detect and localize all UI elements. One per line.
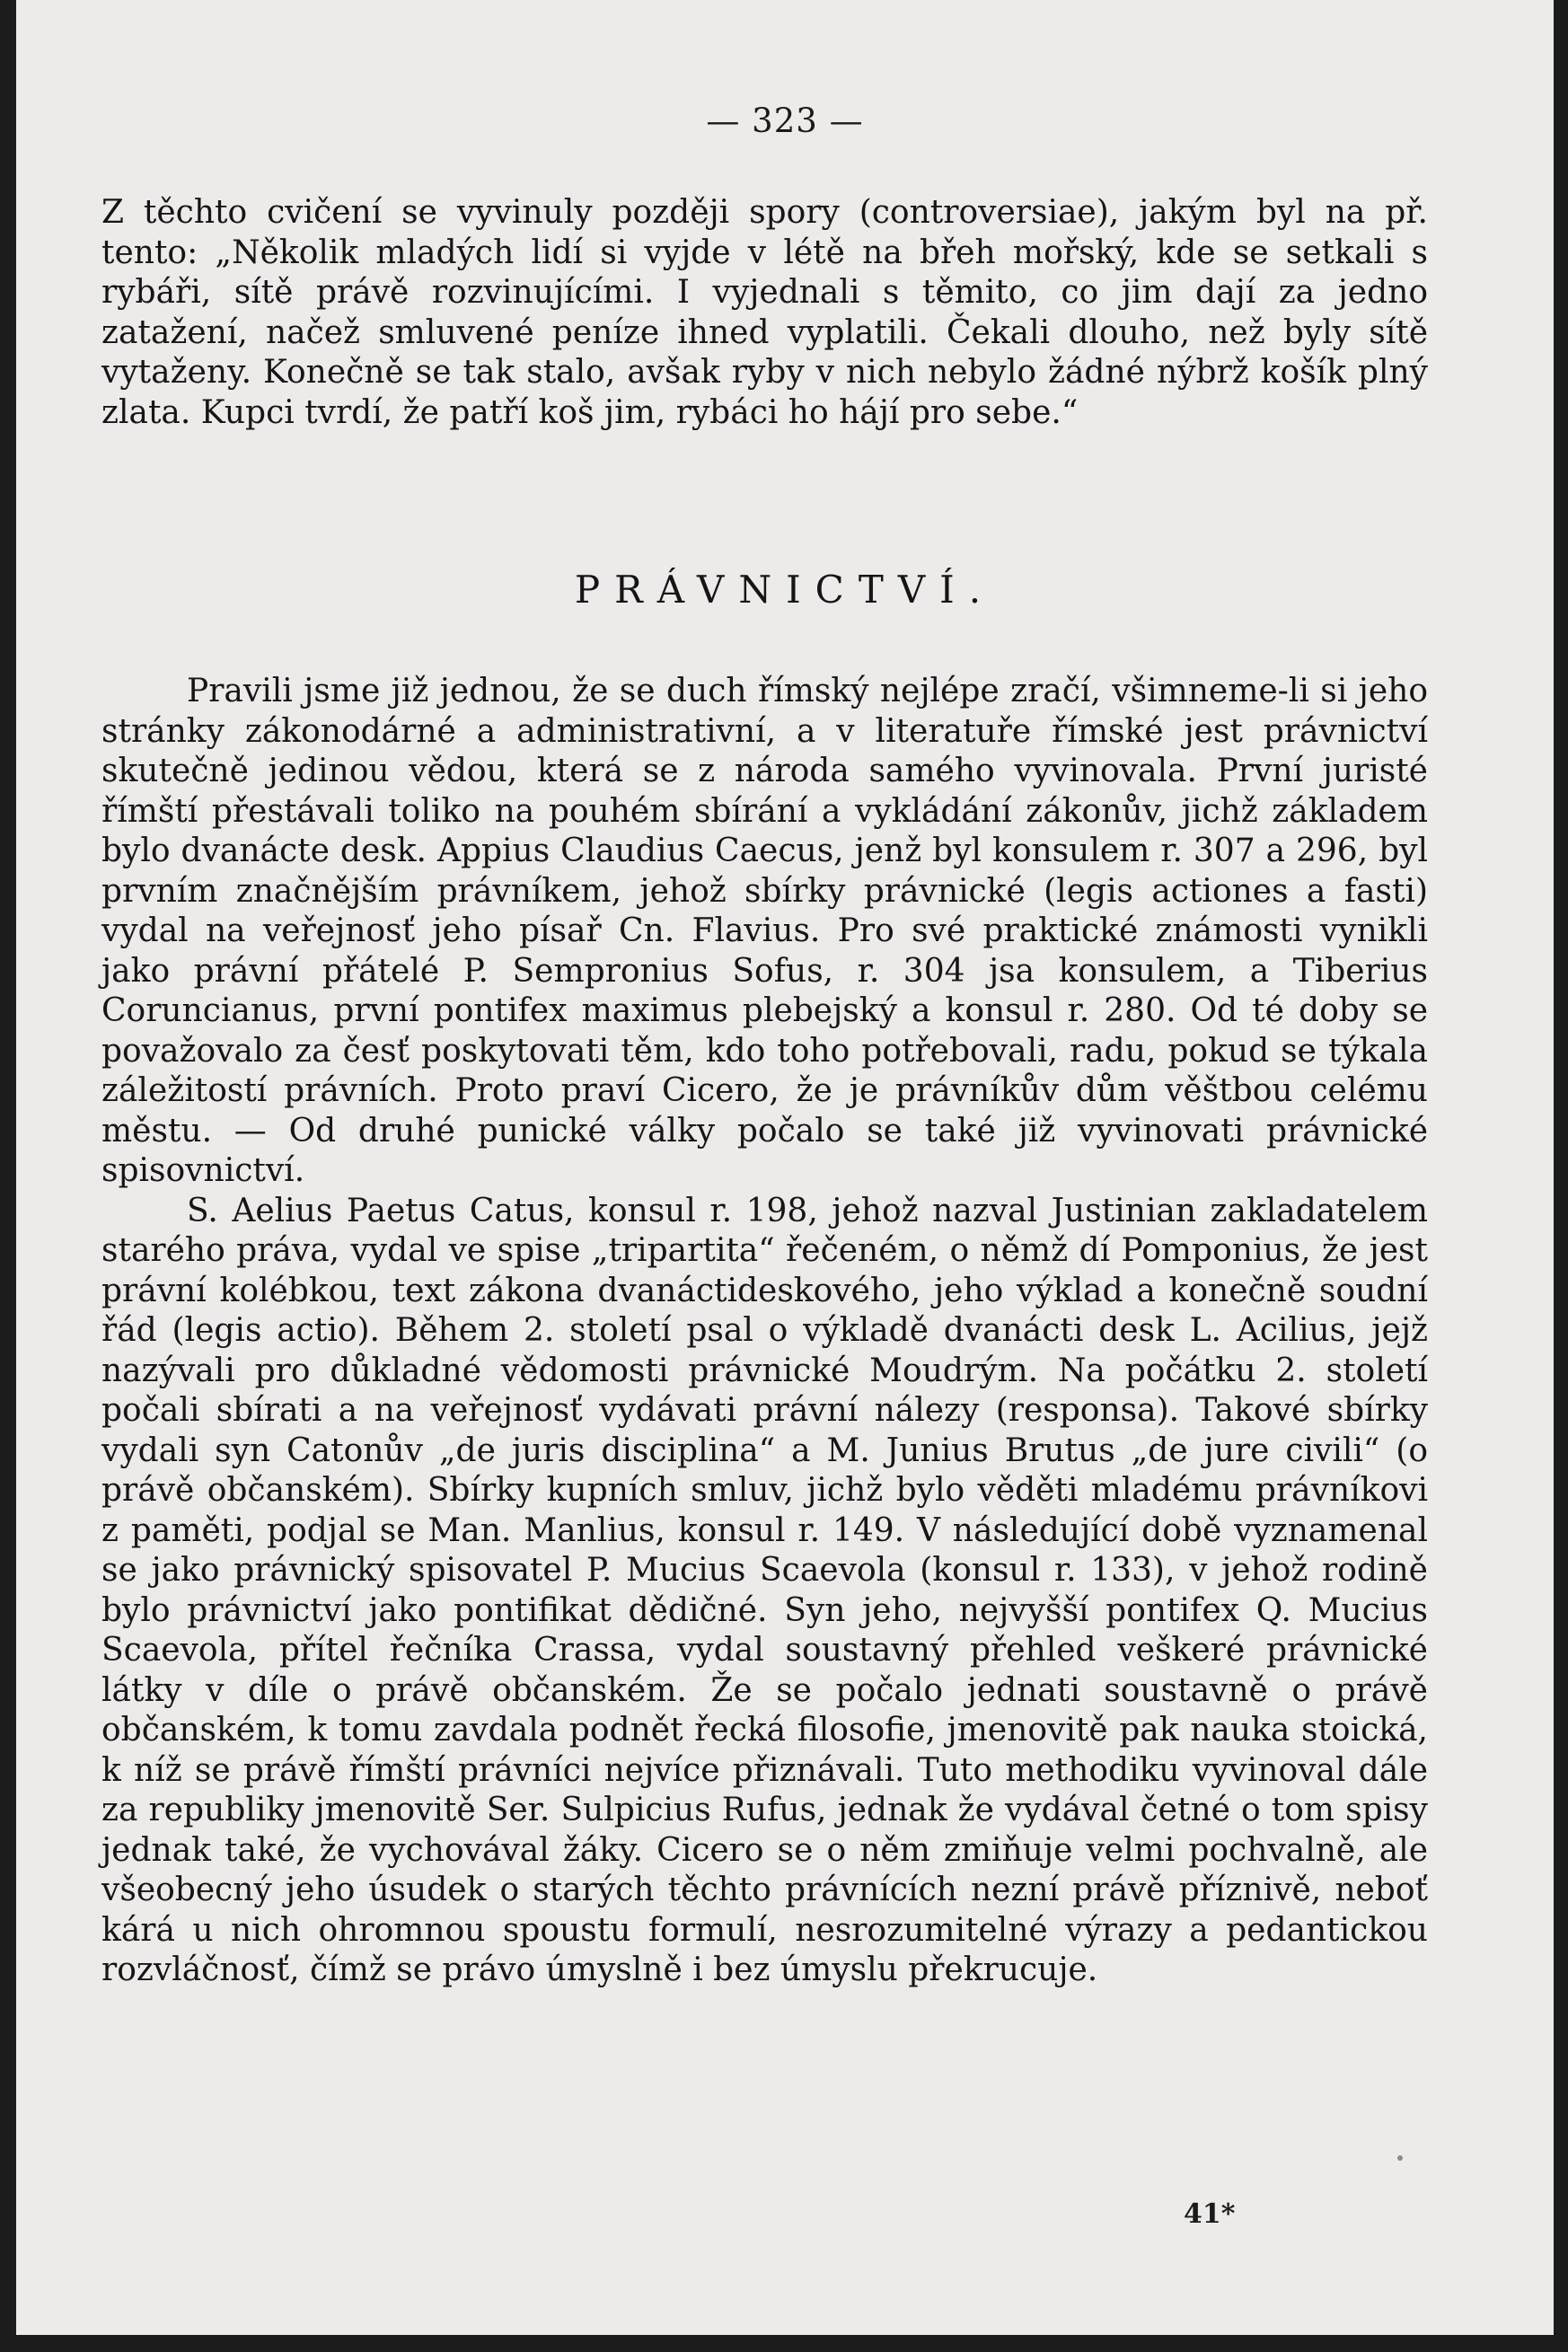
- intro-paragraph: Z těchto cvičení se vyvinuly později spory (controversiae), jakým byl na př. tento: „Několik mladých lidí si vyjde v létě na břeh mořský, kde se setkali s rybáři, sítě právě rozvinujícími. I vyjednali s těmito, co jim dají za jedno zatažení, načež smluvené peníze ihned vyplatili. Čekali dlouho, než byly sítě vytaženy. Konečně se tak stalo, avšak ryby v nich nebylo žádné nýbrž košík plný zlata. Kupci tvrdí, že patří koš jim, rybáci ho hájí pro sebe.“: [101, 194, 1428, 431]
- section-heading: PRÁVNICTVÍ.: [574, 568, 996, 612]
- signature-mark: 41*: [1184, 2198, 1236, 2230]
- print-speck: [1397, 2155, 1403, 2161]
- intro-text-block: [101, 193, 1428, 433]
- book-page: [16, 0, 1554, 2335]
- paragraph: Pravili jsme již jednou, že se duch římský nejlépe zračí, všimneme-li si jeho stránky zákonodárné a administrativní, a v literatuře římské jest právnictví skutečně jedinou vědou, která se z národa samého vyvinovala. První juristé římští přestávali toliko na pouhém sbírání a vykládání zákonův, jichž základem bylo dvanácte desk. Appius Claudius Caecus, jenž byl konsulem r. 307 a 296, byl prvním značnějším právníkem, jehož sbírky právnické (legis actiones a fasti) vydal na veřejnosť jeho písař Cn. Flavius. Pro své praktické známosti vynikli jako právní přátelé P. Sempronius Sofus, r. 304 jsa konsulem, a Tiberius Coruncianus, první pontifex maximus plebejský a konsul r. 280. Od té doby se považovalo za česť poskytovati těm, kdo toho potřebovali, radu, pokud se týkala záležitostí právních. Proto praví Cicero, že je právníkův dům věštbou celému městu. — Od druhé punické války počalo se také již vyvinovati právnické spisovnictví.: [101, 673, 1428, 1189]
- main-text-block: [101, 672, 1428, 1991]
- page-number: — 323 —: [706, 101, 864, 140]
- paragraph: S. Aelius Paetus Catus, konsul r. 198, jehož nazval Justinian zakladatelem starého práva, vydal ve spise „tripartita“ řečeném, o němž dí Pomponius, že jest právní kolébkou, text zákona dvanáctideskového, jeho výklad a konečně soudní řád (legis actio). Během 2. století psal o výkladě dvanácti desk L. Acilius, jejž nazývali pro důkladné vědomosti právnické Moudrým. Na počátku 2. století počali sbírati a na veřejnosť vydávati právní nálezy (responsa). Takové sbírky vydali syn Catonův „de juris disciplina“ a M. Junius Brutus „de jure civili“ (o právě občanském). Sbírky kupních smluv, jichž bylo věděti mladému právníkovi z paměti, podjal se Man. Manlius, konsul r. 149. V následující době vyznamenal se jako právnický spisovatel P. Mucius Scaevola (konsul r. 133), v jehož rodině bylo právnictví jako pontifikat dědičné. Syn jeho, nejvyšší pontifex Q. Mucius Scaevola, přítel řečníka Crassa, vydal soustavný přehled veškeré právnické látky v díle o právě občanském. Že se počalo jednati soustavně o právě občanském, k tomu zavdala podnět řecká filosofie, jmenovitě pak nauka stoická, k níž se právě římští právníci nejvíce přiznávali. Tuto methodiku vyvinoval dále za republiky jmenovitě Ser. Sulpicius Rufus, jednak že vydával četné o tom spisy jednak také, že vychovával žáky. Cicero se o něm zmiňuje velmi pochvalně, ale všeobecný jeho úsudek o starých těchto právnících nezní právě příznivě, neboť kárá u nich ohromnou spoustu formulí, nesrozumitelné výrazy a pedantickou rozvláčnosť, čímž se právo úmyslně i bez úmyslu překrucuje.: [101, 1192, 1428, 1988]
